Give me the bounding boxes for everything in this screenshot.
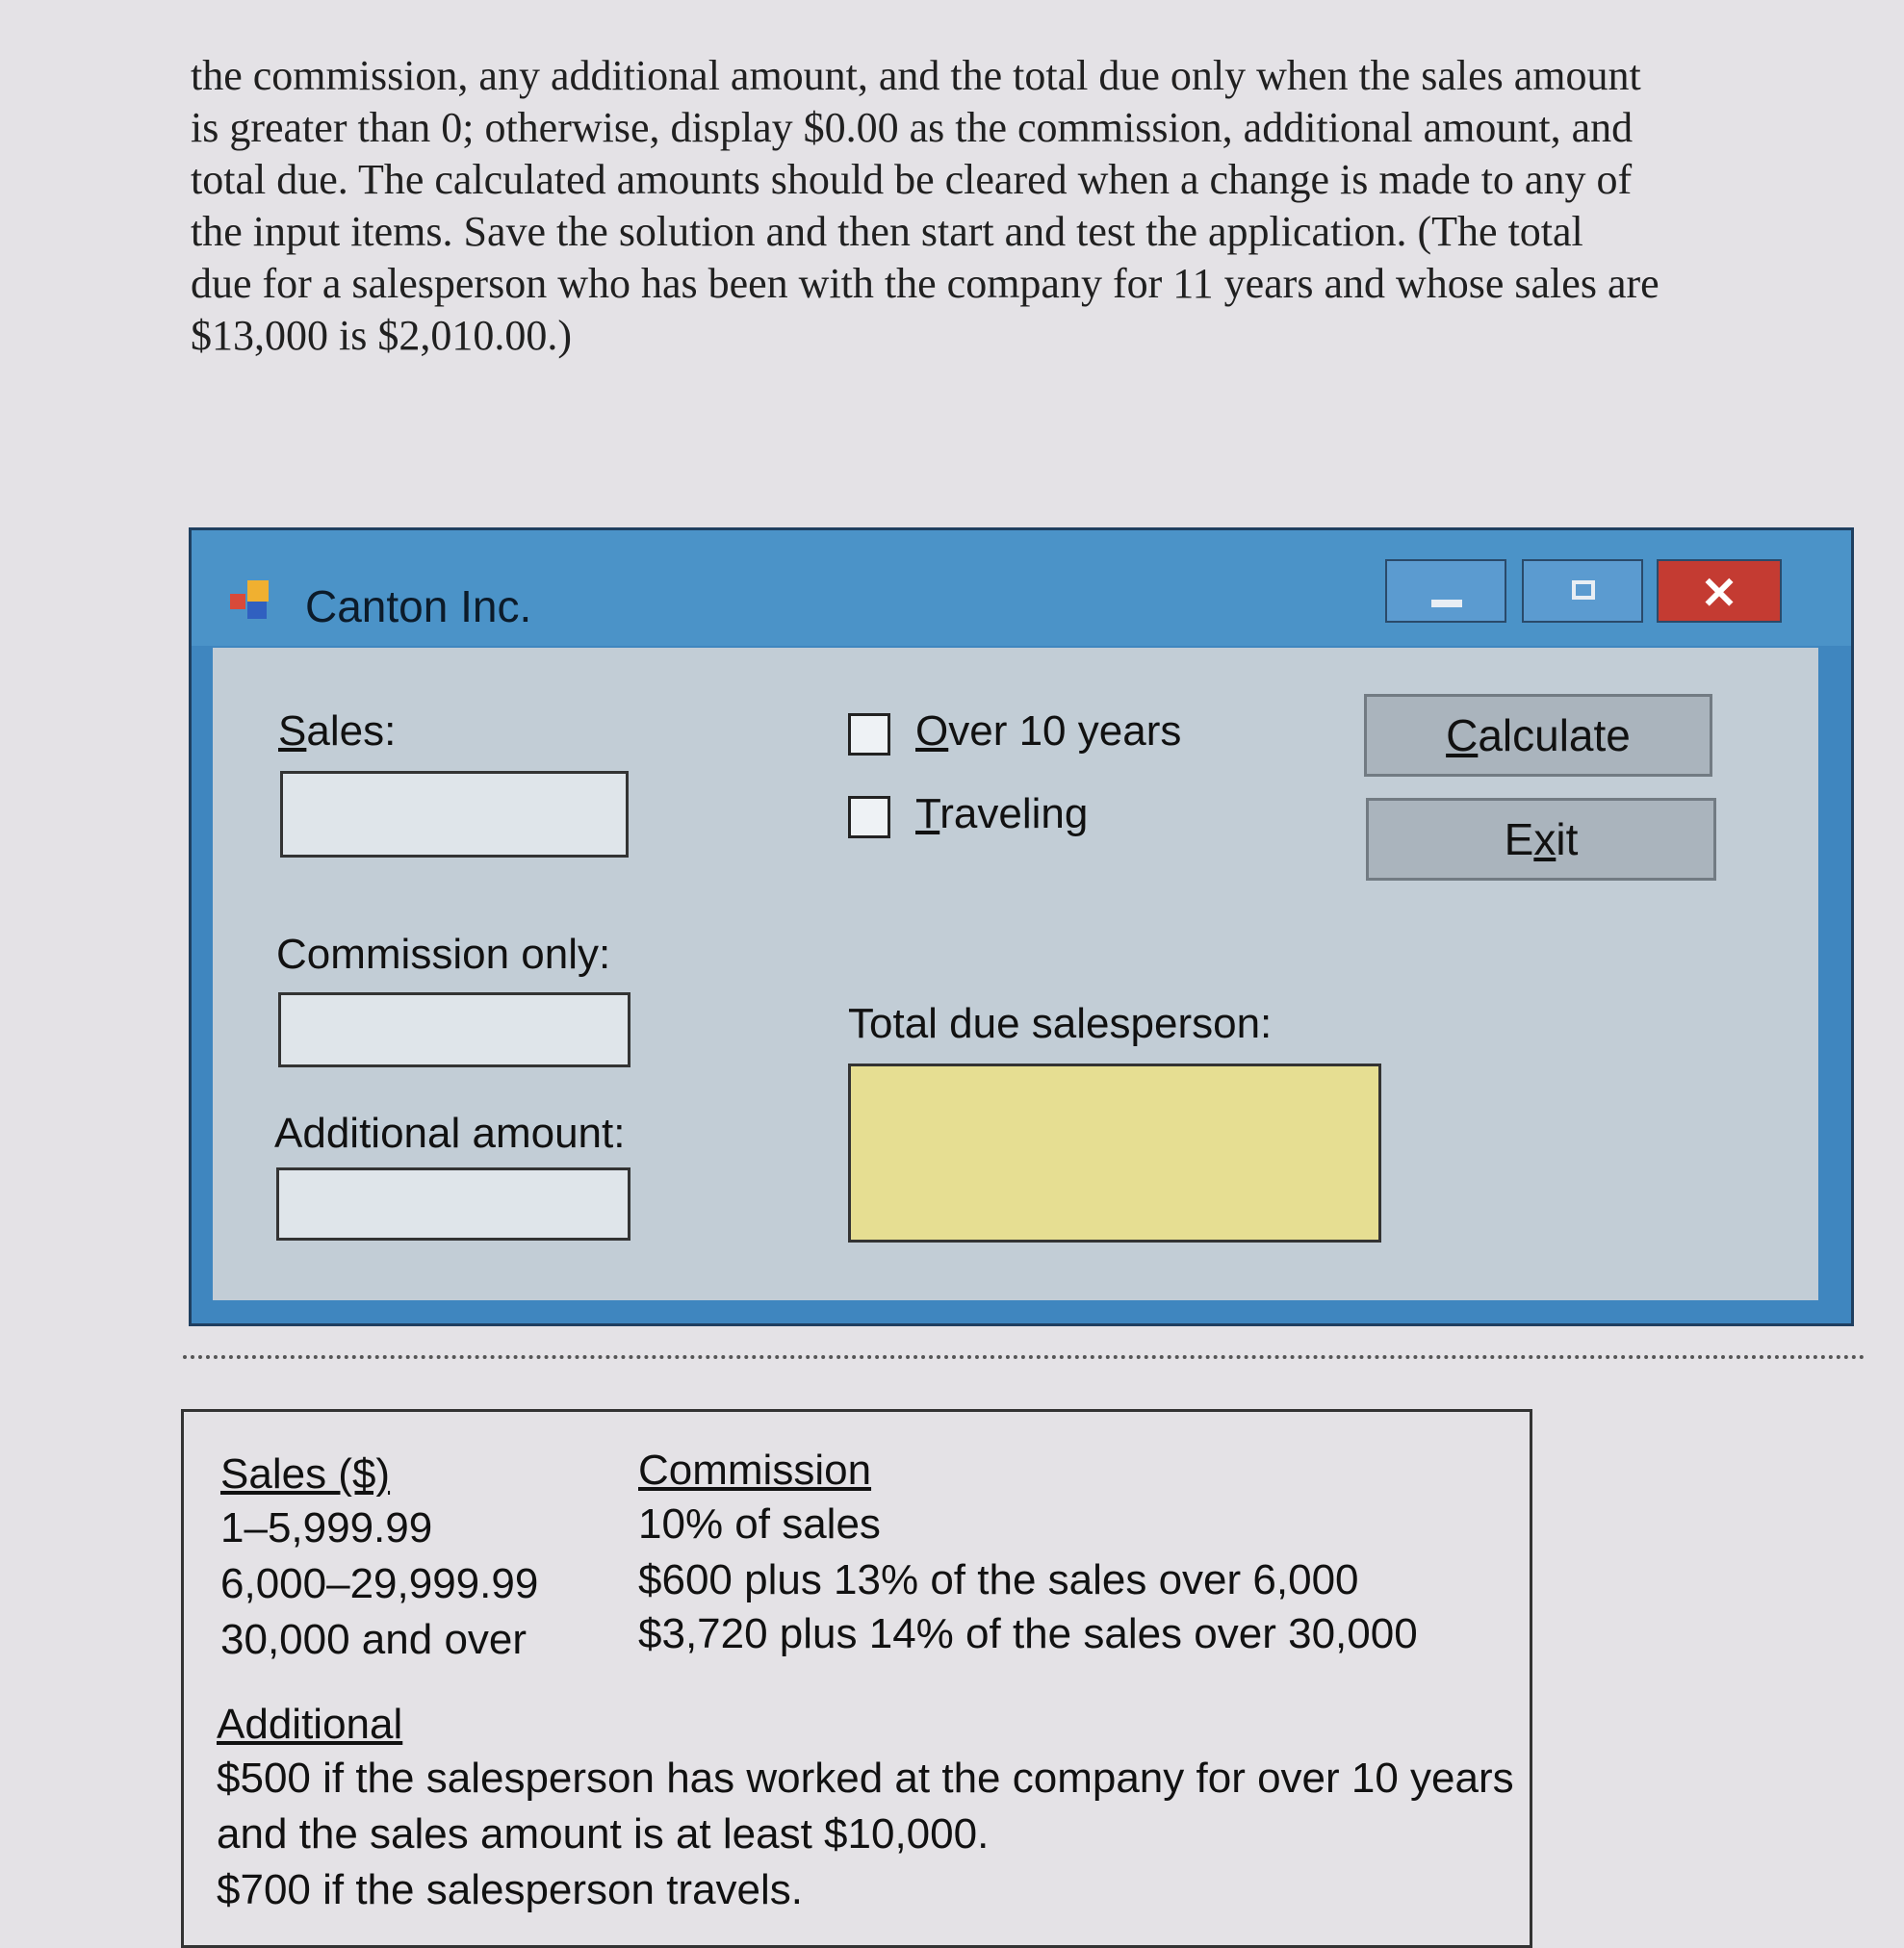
- title-bar[interactable]: [192, 530, 1851, 646]
- table-row-sales: 30,000 and over: [220, 1616, 527, 1663]
- additional-amount-label: Additional amount:: [274, 1110, 626, 1157]
- total-due-output: [848, 1064, 1381, 1243]
- commission-output: [278, 992, 630, 1067]
- paragraph-line: the commission, any additional amount, and the total due only when the sales amount: [191, 52, 1641, 99]
- additional-line: $500 if the salesperson has worked at the company for over 10 years: [217, 1755, 1514, 1802]
- divider: [183, 1355, 1865, 1359]
- exit-button[interactable]: Exit: [1366, 798, 1716, 881]
- instructions-paragraph: [191, 50, 1846, 362]
- paragraph-line: is greater than 0; otherwise, display $0.00 as the commission, additional amount, and: [191, 104, 1634, 151]
- sales-input[interactable]: [280, 771, 629, 858]
- paragraph-line: total due. The calculated amounts should be cleared when a change is made to any of: [191, 156, 1633, 203]
- paragraph-line: due for a salesperson who has been with the company for 11 years and whose sales are: [191, 260, 1660, 307]
- window-title: Canton Inc.: [305, 581, 532, 631]
- paragraph-line: $13,000 is $2,010.00.): [191, 312, 572, 359]
- over-10-years-checkbox[interactable]: [848, 713, 890, 756]
- app-icon: [230, 580, 270, 621]
- sales-column-header: Sales ($): [220, 1450, 391, 1498]
- canton-window: [189, 527, 1854, 1326]
- table-row-commission: $600 plus 13% of the sales over 6,000: [638, 1556, 1359, 1603]
- paragraph-line: the input items. Save the solution and then start and test the application. (The total: [191, 208, 1583, 255]
- commission-column-header: Commission: [638, 1447, 872, 1494]
- maximize-icon: [1572, 580, 1595, 600]
- additional-header: Additional: [217, 1701, 403, 1748]
- total-due-label: Total due salesperson:: [848, 1000, 1273, 1047]
- table-row-sales: 1–5,999.99: [220, 1504, 433, 1551]
- additional-line: and the sales amount is at least $10,000.: [217, 1810, 990, 1858]
- sales-label: Sales:: [278, 707, 397, 755]
- table-row-commission: $3,720 plus 14% of the sales over 30,000: [638, 1610, 1418, 1657]
- traveling-checkbox[interactable]: [848, 796, 890, 838]
- minimize-button[interactable]: [1385, 559, 1506, 623]
- maximize-button[interactable]: [1522, 559, 1643, 623]
- table-row-sales: 6,000–29,999.99: [220, 1560, 539, 1607]
- form-client-area: [213, 648, 1818, 1300]
- commission-label: Commission only:: [276, 931, 611, 978]
- minimize-icon: [1431, 600, 1462, 607]
- additional-amount-output: [276, 1167, 630, 1241]
- close-button[interactable]: [1657, 559, 1782, 623]
- commission-rules-box: [181, 1409, 1532, 1948]
- over-10-years-label[interactable]: Over 10 years: [915, 707, 1182, 755]
- traveling-label[interactable]: Traveling: [915, 790, 1089, 837]
- additional-line: $700 if the salesperson travels.: [217, 1866, 804, 1913]
- table-row-commission: 10% of sales: [638, 1500, 881, 1548]
- calculate-button[interactable]: Calculate: [1364, 694, 1712, 777]
- close-icon: ✕: [1700, 568, 1738, 618]
